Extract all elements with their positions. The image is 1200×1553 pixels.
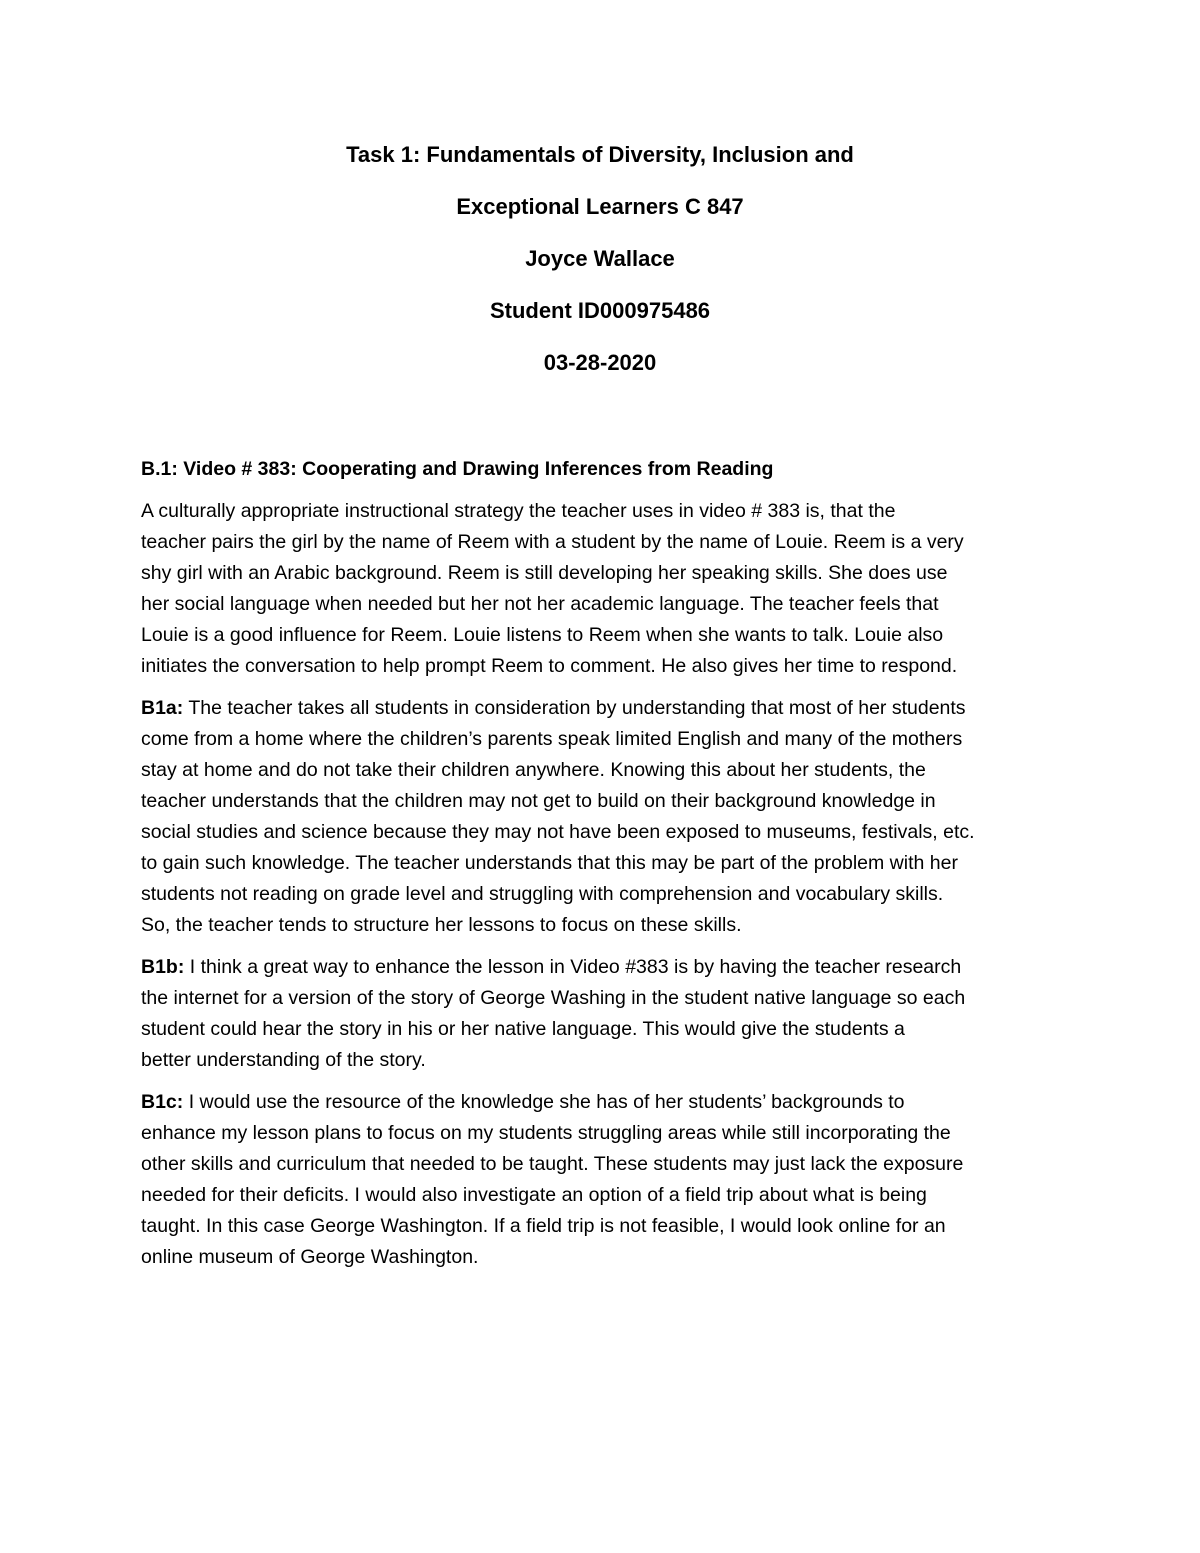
paragraph-b1c (141, 1087, 1071, 1273)
document-title-line-1: Task 1: Fundamentals of Diversity, Inclusion and (346, 142, 854, 167)
paragraph-line: Louie is a good influence for Reem. Louie listens to Reem when she wants to talk. Louie also (141, 624, 944, 646)
paragraph-line: come from a home where the children’s parents speak limited English and many of the mothers (141, 728, 963, 750)
document-body (141, 454, 1071, 1284)
paragraph-line: shy girl with an Arabic background. Reem is still developing her speaking skills. She does use (141, 562, 948, 584)
paragraph-line: other skills and curriculum that needed to be taught. These students may just lack the exposure (141, 1153, 964, 1175)
paragraph-line: needed for their deficits. I would also investigate an option of a field trip about what is being (141, 1184, 927, 1206)
paragraph-line: A culturally appropriate instructional strategy the teacher uses in video # 383 is, that the (141, 500, 896, 522)
paragraph-b1 (141, 496, 1071, 682)
paragraph-line: the internet for a version of the story of George Washing in the student native language so each (141, 987, 966, 1009)
paragraph-line (141, 1087, 1071, 1118)
student-id: Student ID000975486 (489, 298, 711, 323)
paragraph-line: stay at home and do not take their children anywhere. Knowing this about her students, the (141, 759, 926, 781)
title-block (0, 142, 1200, 402)
paragraph-label-b1a: B1a: (141, 697, 184, 719)
paragraph-line: initiates the conversation to help prompt Reem to comment. He also gives her time to respond. (141, 655, 958, 677)
paragraph-line: her social language when needed but her not her academic language. The teacher feels that (141, 593, 939, 615)
paragraph-line (141, 952, 1071, 983)
paragraph-line: online museum of George Washington. (141, 1246, 479, 1268)
paragraph-line: to gain such knowledge. The teacher understands that this may be part of the problem with her (141, 852, 958, 874)
paragraph-line: students not reading on grade level and struggling with comprehension and vocabulary skills. (141, 883, 944, 905)
document-title-line-2: Exceptional Learners C 847 (456, 194, 744, 219)
paragraph-b1a (141, 693, 1071, 941)
paragraph-line: enhance my lesson plans to focus on my students struggling areas while still incorporating the (141, 1122, 951, 1144)
paragraph-line: taught. In this case George Washington. If a field trip is not feasible, I would look online for an (141, 1215, 946, 1237)
author-name: Joyce Wallace (525, 246, 675, 271)
paragraph-label-b1c: B1c: (141, 1091, 184, 1113)
paragraph-line: teacher understands that the children may not get to build on their background knowledge in (141, 790, 936, 812)
paragraph-line: better understanding of the story. (141, 1049, 426, 1071)
paragraph-line: social studies and science because they may not have been exposed to museums, festivals, etc. (141, 821, 975, 843)
paragraph-label-b1b: B1b: (141, 956, 185, 978)
document-date: 03-28-2020 (543, 350, 657, 375)
paragraph-line: student could hear the story in his or her native language. This would give the students a (141, 1018, 905, 1040)
paragraph-line: teacher pairs the girl by the name of Reem with a student by the name of Louie. Reem is a very (141, 531, 964, 553)
paragraph-line (141, 693, 1071, 724)
paragraph-line-text: I would use the resource of the knowledge she has of her students’ backgrounds to (183, 1091, 905, 1113)
paragraph-line: So, the teacher tends to structure her lessons to focus on these skills. (141, 914, 742, 936)
paragraph-b1b (141, 952, 1071, 1076)
paragraph-line-text: I think a great way to enhance the lesson in Video #383 is by having the teacher research (184, 956, 962, 978)
paragraph-line-text: The teacher takes all students in consideration by understanding that most of her students (183, 697, 966, 719)
section-heading-b1: B.1: Video # 383: Cooperating and Drawing Inferences from Reading (141, 458, 774, 480)
